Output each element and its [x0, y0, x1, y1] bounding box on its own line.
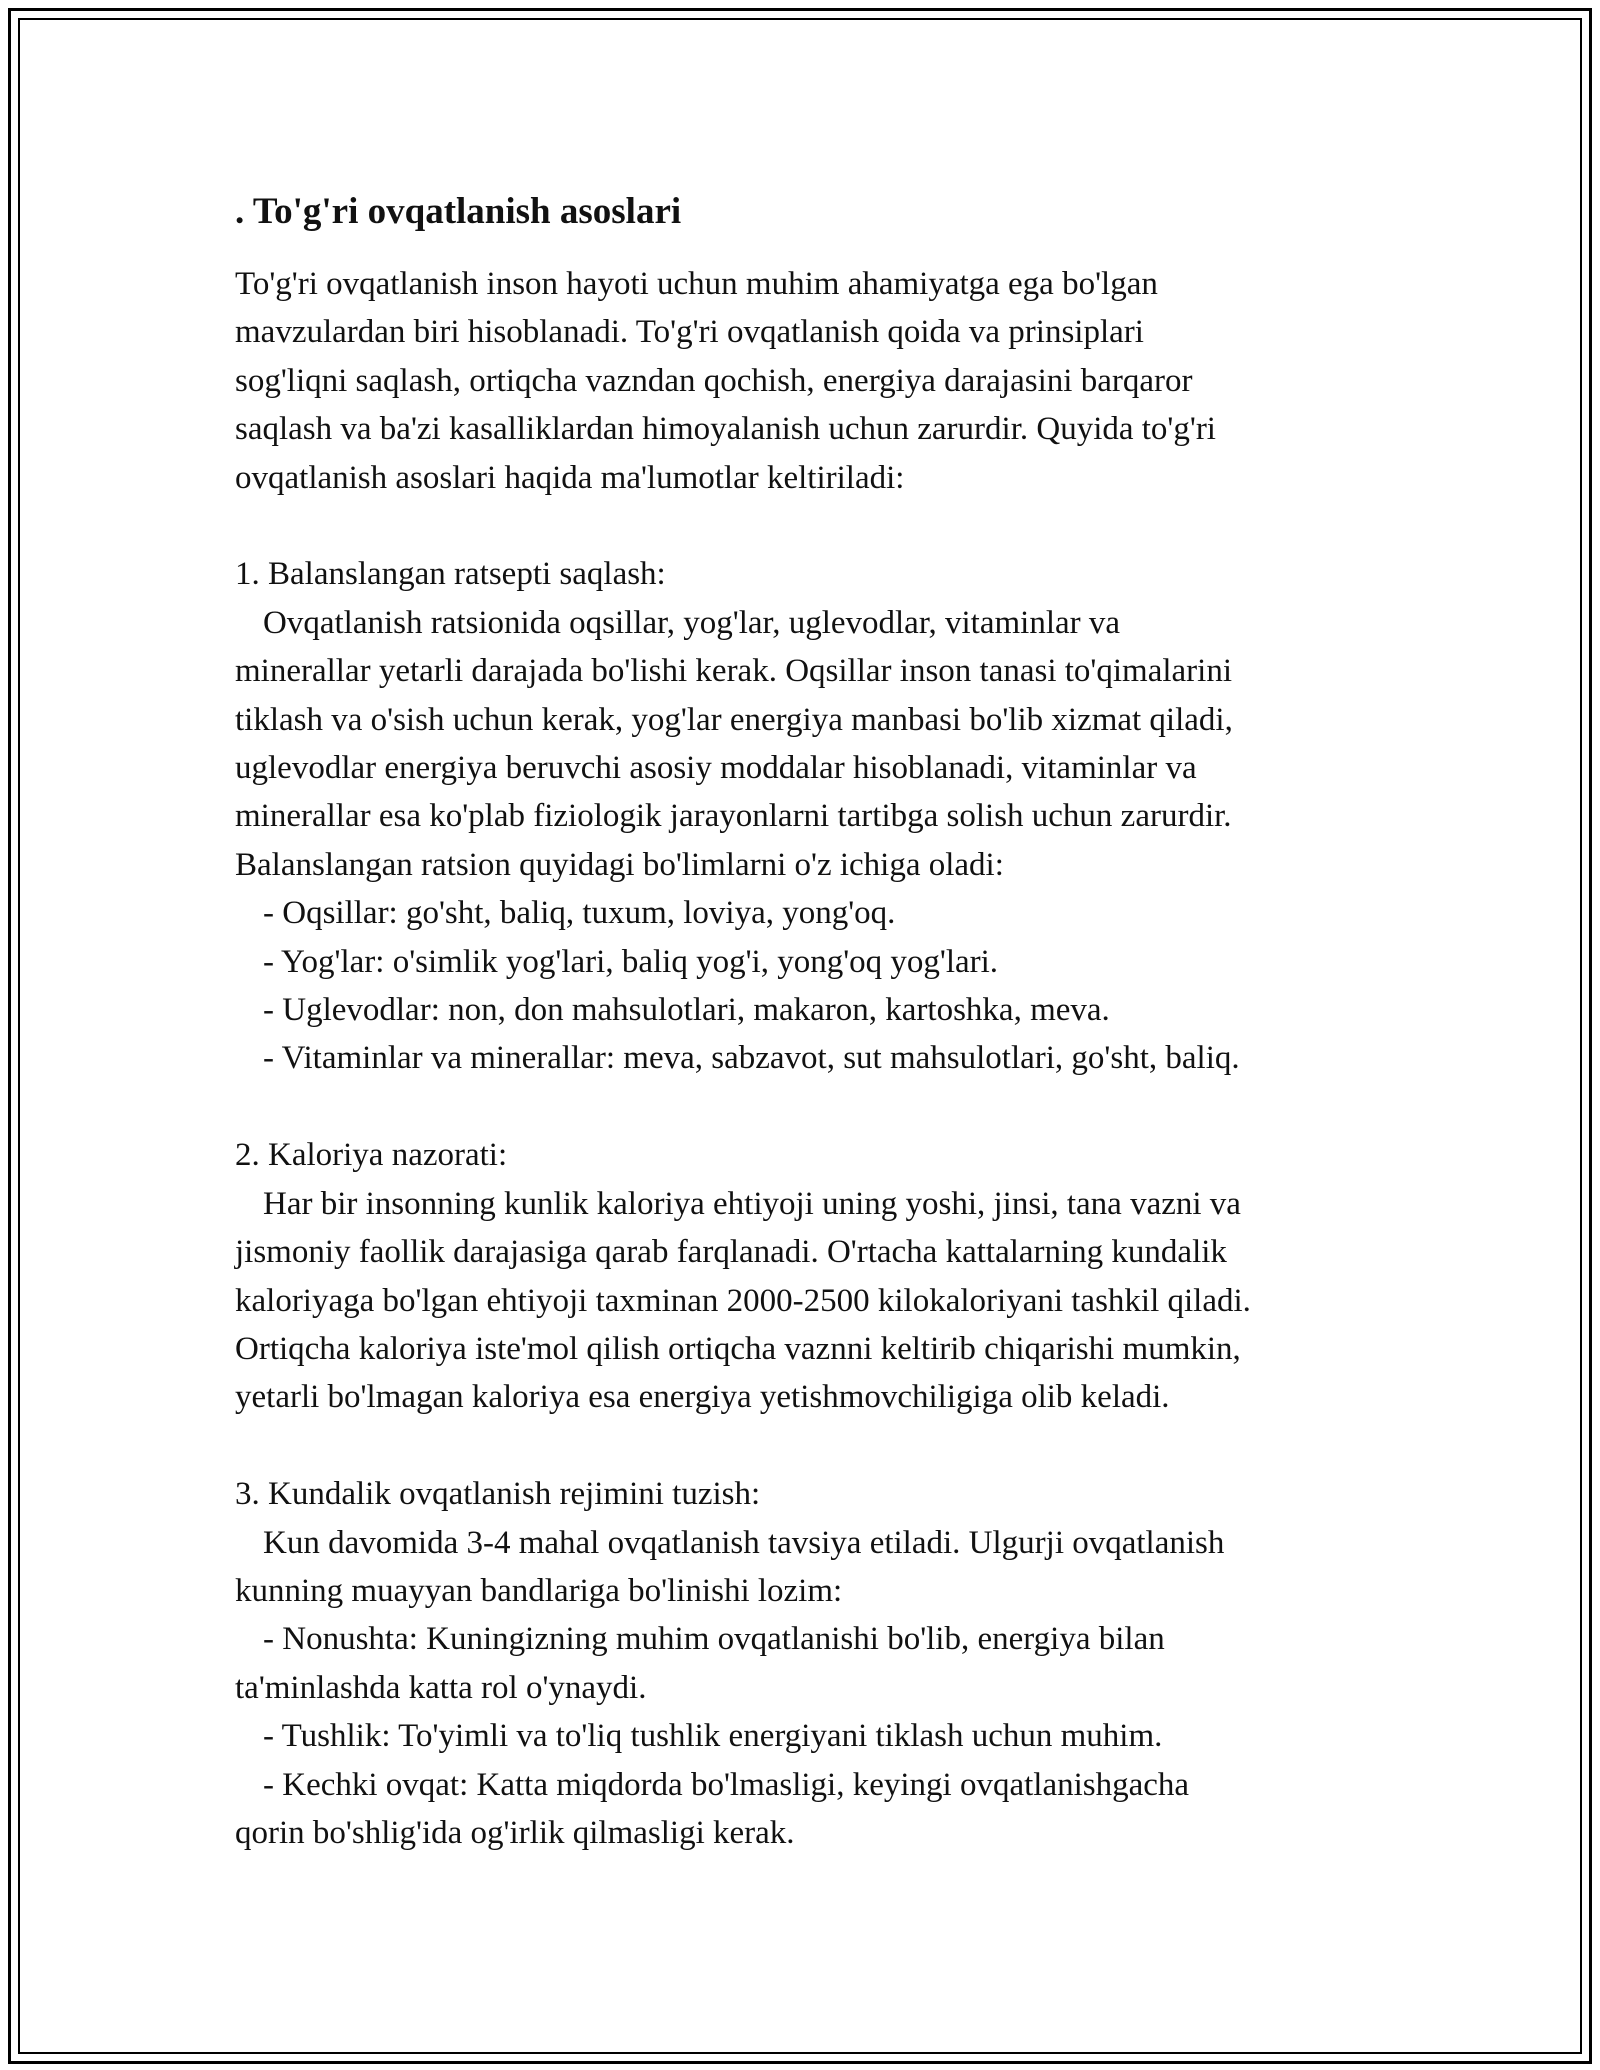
section-3-heading: 3. Kundalik ovqatlanish rejimini tuzish:	[235, 1476, 761, 1513]
section-2-line: kaloriyaga bo'lgan ehtiyoji taxminan 2000-2500 kilokaloriyani tashkil qiladi.	[235, 1282, 1251, 1319]
intro-line: mavzulardan biri hisoblanadi. To'g'ri ovqatlanish qoida va prinsiplari	[235, 314, 1144, 351]
section-1-line: uglevodlar energiya beruvchi asosiy moddalar hisoblanadi, vitaminlar va	[235, 750, 1197, 787]
section-3	[235, 1470, 1415, 1857]
section-1-heading: 1. Balanslangan ratsepti saqlash:	[235, 556, 666, 593]
document-page	[235, 186, 1415, 1857]
section-1-line: minerallar esa ko'plab fiziologik jarayonlarni tartibga solish uchun zarurdir.	[235, 798, 1232, 835]
section-2-line: jismoniy faollik darajasiga qarab farqlanadi. O'rtacha kattalarning kundalik	[235, 1234, 1227, 1271]
section-2-line: Ortiqcha kaloriya iste'mol qilish ortiqcha vaznni keltirib chiqarishi mumkin,	[235, 1330, 1241, 1367]
list-item: - Tushlik: To'yimli va to'liq tushlik energiyani tiklash uchun muhim.	[263, 1718, 1163, 1755]
list-item: - Yog'lar: o'simlik yog'lari, baliq yog'i, yong'oq yog'lari.	[263, 943, 999, 980]
intro-line: saqlash va ba'zi kasalliklardan himoyalanish uchun zarurdir. Quyida to'g'ri	[235, 411, 1216, 448]
section-1-line: Balanslangan ratsion quyidagi bo'limlarni o'z ichiga oladi:	[235, 846, 1004, 883]
document-title: . To'g'ri ovqatlanish asoslari	[235, 191, 682, 232]
section-3-line: Kun davomida 3-4 mahal ovqatlanish tavsiya etiladi. Ulgurji ovqatlanish	[263, 1524, 1225, 1561]
list-item: - Nonushta: Kuningizning muhim ovqatlanishi bo'lib, energiya bilan	[263, 1621, 1165, 1658]
section-1-line: Ovqatlanish ratsionida oqsillar, yog'lar, uglevodlar, vitaminlar va	[263, 604, 1121, 641]
section-3-line: kunning muayyan bandlariga bo'linishi lozim:	[235, 1572, 843, 1609]
section-1-line: minerallar yetarli darajada bo'lishi kerak. Oqsillar inson tanasi to'qimalarini	[235, 653, 1232, 690]
list-item-continuation: qorin bo'shlig'ida og'irlik qilmasligi kerak.	[235, 1814, 795, 1851]
section-1	[235, 550, 1415, 1082]
intro-line: sog'liqni saqlash, ortiqcha vazndan qochish, energiya darajasini barqaror	[235, 362, 1193, 399]
intro-line: To'g'ri ovqatlanish inson hayoti uchun muhim ahamiyatga ega bo'lgan	[235, 266, 1158, 302]
paragraph-gap	[235, 1422, 1415, 1470]
list-item: - Vitaminlar va minerallar: meva, sabzavot, sut mahsulotlari, go'sht, baliq.	[263, 1040, 1240, 1077]
paragraph-gap	[235, 1083, 1415, 1131]
section-2	[235, 1131, 1415, 1421]
section-1-line: tiklash va o'sish uchun kerak, yog'lar energiya manbasi bo'lib xizmat qiladi,	[235, 701, 1233, 738]
list-item: - Oqsillar: go'sht, baliq, tuxum, loviya, yong'oq.	[263, 895, 896, 932]
list-item-continuation: ta'minlashda katta rol o'ynaydi.	[235, 1669, 647, 1706]
intro-line: ovqatlanish asoslari haqida ma'lumotlar keltiriladi:	[235, 459, 905, 496]
list-item: - Kechki ovqat: Katta miqdorda bo'lmasligi, keyingi ovqatlanishgacha	[263, 1766, 1190, 1803]
list-item: - Uglevodlar: non, don mahsulotlari, makaron, kartoshka, meva.	[263, 992, 1110, 1029]
section-2-line: yetarli bo'lmagan kaloriya esa energiya yetishmovchiligiga olib keladi.	[235, 1379, 1170, 1416]
section-2-heading: 2. Kaloriya nazorati:	[235, 1137, 508, 1174]
paragraph-gap	[235, 502, 1415, 550]
intro-paragraph	[235, 260, 1415, 502]
section-2-line: Har bir insonning kunlik kaloriya ehtiyoji uning yoshi, jinsi, tana vazni va	[263, 1185, 1241, 1222]
